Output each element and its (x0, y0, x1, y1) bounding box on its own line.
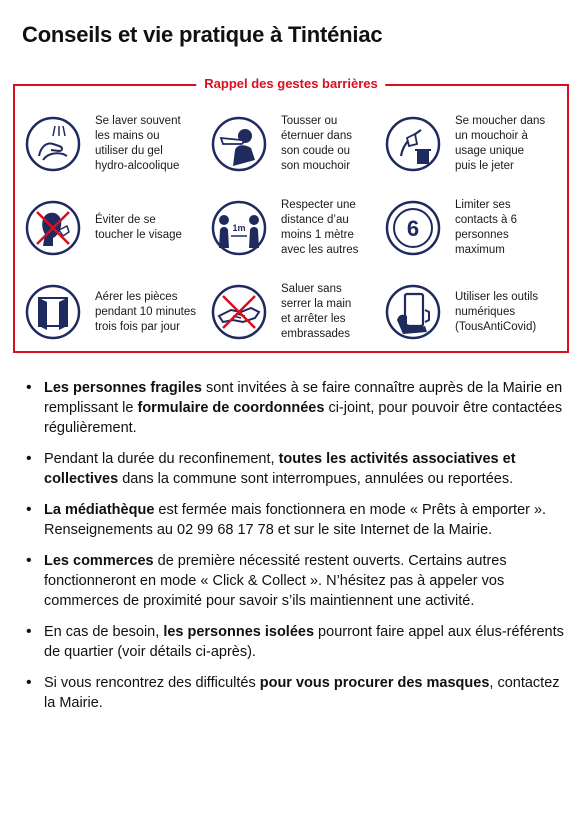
bold-text: Les commerces (44, 553, 154, 569)
text-run: Pendant la durée du reconfinement, (44, 451, 279, 467)
text-run: de première nécessité restent ouverts. Certains autres fonctionneront en mode « Click & Collect ». N’hésitez pas à appeler vos commerces de proximité pour savoir s’ils maintiennent une activité. (44, 553, 507, 609)
text-run: ci-joint, pour pouvoir être contactées régulièrement. (44, 400, 563, 436)
text-run: , contactez la Mairie. (44, 675, 560, 711)
geste-text: Respecter une distance d’au moins 1 mètre avec les autres (281, 199, 359, 256)
geste-text: Utiliser les outils numériques (TousAntiCovid) (455, 290, 539, 333)
geste-text: Éviter de se toucher le visage (95, 214, 182, 241)
six-contacts-icon (385, 200, 441, 256)
geste-text: Se moucher dans un mouchoir à usage unique puis le jeter (455, 115, 546, 172)
handwash-icon (25, 116, 81, 172)
list-item (26, 500, 566, 540)
gestes-barrieres-title: Rappel des gestes barrières (196, 76, 385, 91)
info-list (26, 378, 566, 724)
text-run: pourront faire appel aux élus-référents de quartier (voir détails ci-après). (44, 624, 564, 660)
bold-text: Les personnes fragiles (44, 380, 202, 396)
bold-text: La médiathèque (44, 502, 155, 518)
gestes-grid (25, 102, 559, 354)
list-item (26, 551, 566, 611)
no-face-touch-icon (25, 200, 81, 256)
text-run: Si vous rencontrez des difficultés (44, 675, 260, 691)
text-run: dans la commune sont interrompues, annulées ou reportées. (118, 471, 514, 487)
list-item (26, 673, 566, 713)
no-handshake-icon (211, 284, 267, 340)
window-icon (25, 284, 81, 340)
list-item (26, 378, 566, 438)
geste-item (25, 270, 211, 354)
text-run: sont invitées à se faire connaître auprès de la Mairie en remplissant le (44, 380, 563, 416)
geste-item (211, 186, 385, 270)
distance-icon (211, 200, 267, 256)
bold-text: pour vous procurer des masques (259, 675, 490, 691)
geste-item (25, 102, 211, 186)
page-title: Conseils et vie pratique à Tinténiac (22, 22, 383, 47)
geste-text: Tousser ou éternuer dans son coude ou son mouchoir (281, 115, 352, 172)
bold-text: les personnes isolées (163, 624, 315, 640)
bold-text: formulaire de coordonnées (137, 400, 325, 416)
tissue-icon (385, 116, 441, 172)
gestes-barrieres-box (13, 76, 569, 353)
geste-text: Saluer sans serrer la main et arrêter les embrassades (281, 283, 352, 340)
geste-item (385, 270, 559, 354)
geste-item (25, 186, 211, 270)
geste-item (211, 102, 385, 186)
text-run: En cas de besoin, (44, 624, 164, 640)
elbow-cough-icon (211, 116, 267, 172)
list-item (26, 449, 566, 489)
geste-text: Se laver souvent les mains ou utiliser du gel hydro-alcoolique (95, 115, 181, 172)
geste-text: Aérer les pièces pendant 10 minutes trois fois par jour (95, 290, 197, 333)
phone-icon (385, 284, 441, 340)
geste-item (385, 186, 559, 270)
contacts-number: 6 (406, 216, 420, 241)
bold-text: toutes les activités associatives et collectives (44, 451, 516, 487)
list-item (26, 622, 566, 662)
geste-text: Limiter ses contacts à 6 personnes maximum (455, 199, 518, 256)
distance-label: 1m (232, 223, 246, 233)
geste-item (211, 270, 385, 354)
geste-item (385, 102, 559, 186)
text-run: est fermée mais fonctionnera en mode « Prêts à emporter ». Renseignements au 02 99 68 17 78 et sur le site Internet de la Mairie. (44, 502, 547, 538)
